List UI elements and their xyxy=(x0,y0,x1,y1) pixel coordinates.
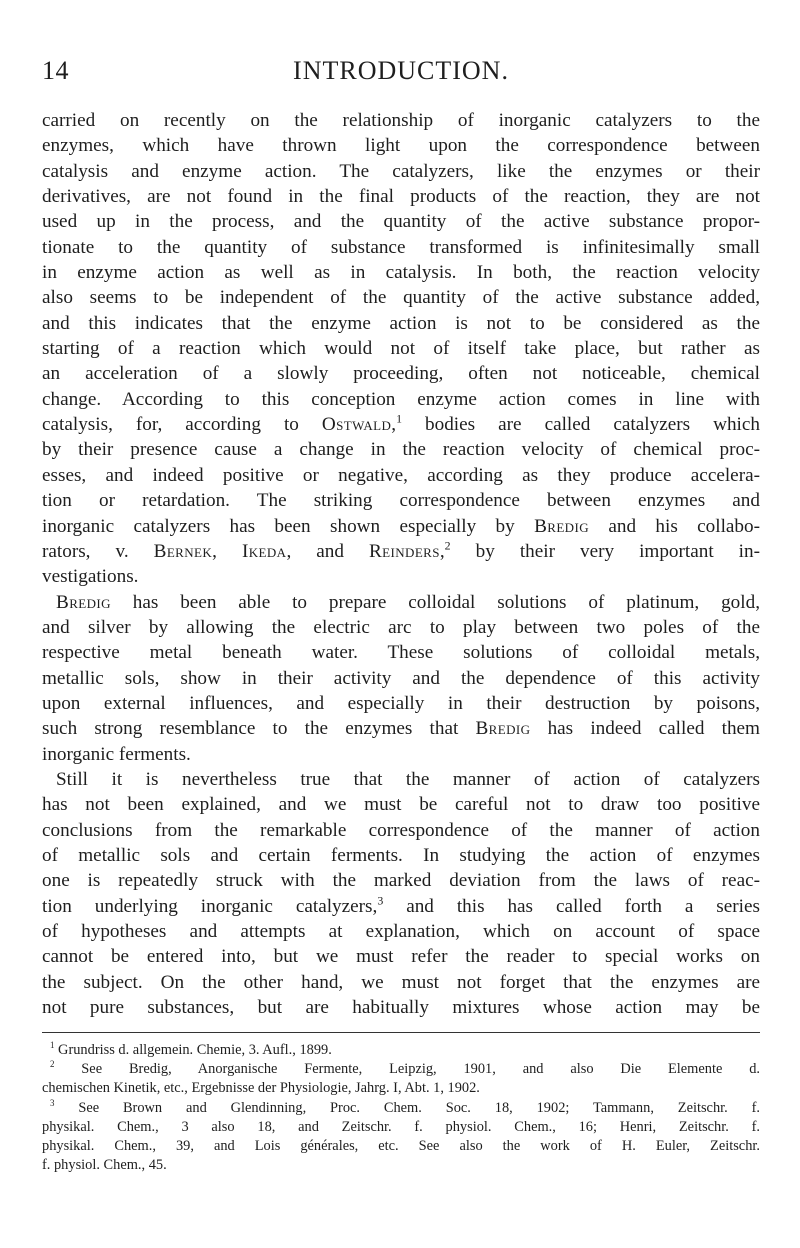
running-head: INTRODUCTION. xyxy=(293,56,509,85)
body-line: by their presence cause a change in the reaction velocity of chemical proc- xyxy=(42,439,760,461)
body-line: the subject. On the other hand, we must not forget that the enzymes are xyxy=(42,971,760,993)
body-line: metallic sols, show in their activity and the dependence of this activity xyxy=(42,667,760,689)
footnote-line: $^3$ See Brown and Glendinning, Proc. Chem. Soc. 18, 1902; Tammann, Zeitschr. f. xyxy=(50,1097,760,1116)
body-line: of hypotheses and attempts at explanation, which on account of space xyxy=(42,921,760,942)
footnote-line: physikal. Chem., 3 also 18, and Zeitschr. f. physiol. Chem., 16; Henri, Zeitschr. f. xyxy=(42,1118,760,1135)
body-line: inorganic catalyzers has been shown especially by Bredig and his collabo- xyxy=(42,515,760,537)
footnote-line: $^1$ Grundriss d. allgemein. Chemie, 3. Aufl., 1899. xyxy=(50,1040,332,1058)
footnote-line: f. physiol. Chem., 45. xyxy=(42,1157,167,1174)
body-line: change. According to this conception enzyme action comes in line with xyxy=(42,388,760,410)
body-line: and this indicates that the enzyme action is not to be considered as the xyxy=(42,312,760,334)
body-line: not pure substances, but are habitually mixtures whose action may be xyxy=(42,997,760,1019)
body-line: one is repeatedly struck with the marked deviation from the laws of reac- xyxy=(42,870,760,892)
body-line: in enzyme action as well as in catalysis. In both, the reaction velocity xyxy=(42,262,760,284)
body-line: vestigations. xyxy=(42,566,139,588)
body-line: derivatives, are not found in the final products of the reaction, they are not xyxy=(42,186,760,208)
body-line: cannot be entered into, but we must refer the reader to special works on xyxy=(42,946,760,968)
body-line: respective metal beneath water. These solutions of colloidal metals, xyxy=(42,642,760,664)
body-line: conclusions from the remarkable correspondence of the manner of action xyxy=(42,819,760,841)
body-line: enzymes, which have thrown light upon the correspondence between xyxy=(42,135,760,157)
body-line: inorganic ferments. xyxy=(42,743,191,765)
body-line: an acceleration of a slowly proceeding, often not noticeable, chemical xyxy=(42,363,760,385)
body-line: upon external influences, and especially in their destruction by poisons, xyxy=(42,692,760,714)
body-line: used up in the process, and the quantity of the active substance propor- xyxy=(42,211,760,233)
page-header xyxy=(42,56,760,90)
body-line: Bredig has been able to prepare colloidal solutions of platinum, gold, xyxy=(56,591,760,613)
page-number: 14 xyxy=(42,56,69,85)
footnotes xyxy=(42,1041,760,1175)
body-line: such strong resemblance to the enzymes that Bredig has indeed called them xyxy=(42,718,760,740)
footnote-line: chemischen Kinetik, etc., Ergebnisse der Physiologie, Jahrg. I, Abt. 1, 1902. xyxy=(42,1080,480,1097)
footnote-divider xyxy=(42,1032,760,1033)
footnote-line: $^2$ See Bredig, Anorganische Fermente, Leipzig, 1901, and also Die Elemente d. xyxy=(50,1059,760,1078)
body-line: esses, and indeed positive or negative, according as they produce accelera- xyxy=(42,464,760,486)
body-line: tion underlying inorganic catalyzers,$^3$ and this has called forth a series xyxy=(42,893,760,917)
body-line: has not been explained, and we must be careful not to draw too positive xyxy=(42,794,760,816)
body-line: Still it is nevertheless true that the manner of action of catalyzers xyxy=(56,768,760,790)
body-text xyxy=(42,108,760,1020)
body-line: of metallic sols and certain ferments. In studying the action of enzymes xyxy=(42,844,760,866)
body-line: carried on recently on the relationship of inorganic catalyzers to the xyxy=(42,110,760,131)
body-line: tion or retardation. The striking correspondence between enzymes and xyxy=(42,490,760,512)
body-line: catalysis and enzyme action. The catalyzers, like the enzymes or their xyxy=(42,160,760,182)
body-line: rators, v. Bernek, Ikeda, and Reinders,$^2$ by their very important in- xyxy=(42,538,760,562)
body-line: also seems to be independent of the quantity of the active substance added, xyxy=(42,287,760,309)
body-line: catalysis, for, according to Ostwald,$^1$ bodies are called catalyzers which xyxy=(42,411,760,436)
footnote-line: physikal. Chem., 39, and Lois générales, etc. See also the work of H. Euler, Zeitschr. xyxy=(42,1137,760,1154)
body-line: tionate to the quantity of substance transformed is infinitesimally small xyxy=(42,236,760,258)
body-line: starting of a reaction which would not of itself take place, but rather as xyxy=(42,338,760,360)
body-line: and silver by allowing the electric arc to play between two poles of the xyxy=(42,616,760,638)
